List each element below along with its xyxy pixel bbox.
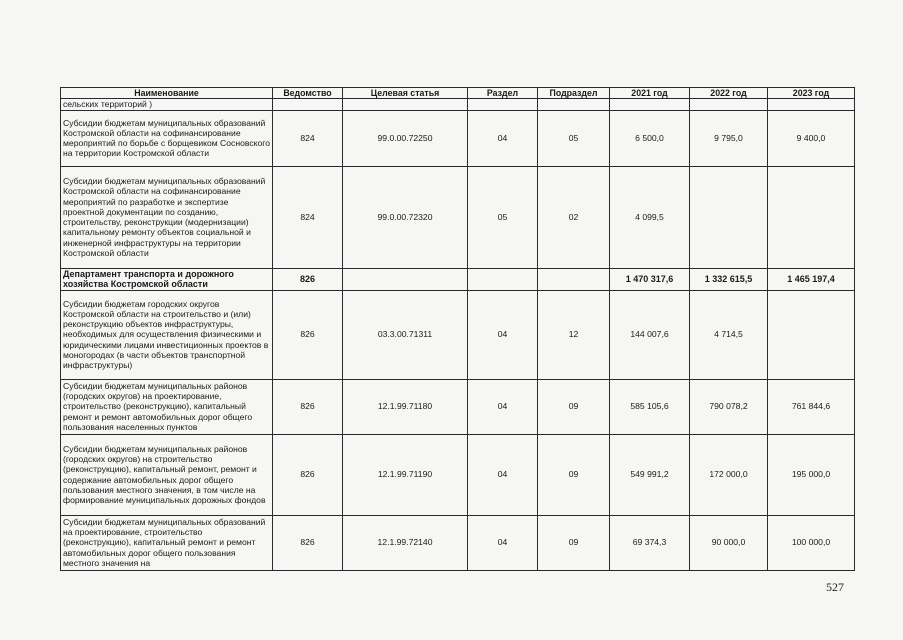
cell-department: 826 [273, 434, 343, 515]
cell-subsection [538, 99, 610, 110]
cell-subsection: 02 [538, 166, 610, 268]
cell-section: 05 [468, 166, 538, 268]
cell-article: 03.3.00.71311 [343, 290, 468, 379]
cell-2023: 761 844,6 [768, 379, 855, 434]
cell-2021: 69 374,3 [610, 515, 690, 570]
cell-name: Субсидии бюджетам муниципальных образований Костромской области на софинансирование мероприятий по борьбе с борщевиком Сосновского на территории Костромской области [61, 110, 273, 166]
cell-subsection: 09 [538, 379, 610, 434]
table-row [61, 99, 855, 110]
cell-2022: 4 714,5 [690, 290, 768, 379]
page-number: 527 [826, 580, 844, 594]
cell-section [468, 268, 538, 290]
cell-name: Департамент транспорта и дорожного хозяйства Костромской области [61, 268, 273, 290]
budget-table [60, 87, 855, 571]
cell-department: 826 [273, 268, 343, 290]
cell-section: 04 [468, 110, 538, 166]
cell-2021: 144 007,6 [610, 290, 690, 379]
table-row [61, 379, 855, 434]
cell-subsection: 05 [538, 110, 610, 166]
cell-name: Субсидии бюджетам муниципальных районов (городских округов) на проектирование, строительство (реконструкцию), капитальный ремонт и ремонт автомобильных дорог общего пользования населенных пунктов [61, 379, 273, 434]
cell-subsection: 12 [538, 290, 610, 379]
header-target-article: Целевая статья [343, 88, 468, 99]
cell-subsection [538, 268, 610, 290]
cell-article [343, 99, 468, 110]
cell-2021: 1 470 317,6 [610, 268, 690, 290]
cell-2022: 90 000,0 [690, 515, 768, 570]
table-row-department-total [61, 268, 855, 290]
header-2023: 2023 год [768, 88, 855, 99]
cell-2021 [610, 99, 690, 110]
cell-section: 04 [468, 290, 538, 379]
cell-article: 99.0.00.72250 [343, 110, 468, 166]
cell-subsection: 09 [538, 434, 610, 515]
cell-department: 826 [273, 515, 343, 570]
cell-department: 826 [273, 379, 343, 434]
cell-2023: 100 000,0 [768, 515, 855, 570]
cell-article: 12.1.99.71180 [343, 379, 468, 434]
cell-section: 04 [468, 515, 538, 570]
cell-section: 04 [468, 379, 538, 434]
header-section: Раздел [468, 88, 538, 99]
header-name: Наименование [61, 88, 273, 99]
cell-name: Субсидии бюджетам муниципальных образований на проектирование, строительство (реконструкцию), капитальный ремонт и ремонт автомобильных дорог общего пользования местного значения на [61, 515, 273, 570]
header-2022: 2022 год [690, 88, 768, 99]
cell-2021: 585 105,6 [610, 379, 690, 434]
cell-2023: 1 465 197,4 [768, 268, 855, 290]
cell-2022 [690, 166, 768, 268]
header-department: Ведомство [273, 88, 343, 99]
cell-department: 826 [273, 290, 343, 379]
cell-2022: 1 332 615,5 [690, 268, 768, 290]
table-header-row [61, 88, 855, 99]
cell-section: 04 [468, 434, 538, 515]
cell-department: 824 [273, 110, 343, 166]
cell-name: Субсидии бюджетам муниципальных образований Костромской области на софинансирование мероприятий по разработке и экспертизе проектной документации по созданию, строительству, реконструкции (модернизации) капитальному ремонту объектов социальной и инженерной инфраструктуры на территории Костромской области [61, 166, 273, 268]
cell-2023 [768, 166, 855, 268]
cell-2023: 9 400,0 [768, 110, 855, 166]
header-subsection: Подраздел [538, 88, 610, 99]
cell-2023 [768, 99, 855, 110]
cell-name: Субсидии бюджетам муниципальных районов (городских округов) на строительство (реконструкцию), капитальный ремонт, ремонт и содержание автомобильных дорог общего пользования местного значения, в том числе на формирование муниципальных дорожных фондов [61, 434, 273, 515]
cell-2023: 195 000,0 [768, 434, 855, 515]
cell-subsection: 09 [538, 515, 610, 570]
cell-section [468, 99, 538, 110]
cell-name: Субсидии бюджетам городских округов Костромской области на строительство и (или) реконструкцию объектов инфраструктуры, необходимых для осуществления физическими и юридическими лицами инвестиционных проектов в моногородах (в части объектов транспортной инфраструктуры) [61, 290, 273, 379]
cell-2022 [690, 99, 768, 110]
table-row [61, 434, 855, 515]
cell-2022: 790 078,2 [690, 379, 768, 434]
table-row [61, 166, 855, 268]
cell-department [273, 99, 343, 110]
cell-2023 [768, 290, 855, 379]
cell-2021: 6 500,0 [610, 110, 690, 166]
cell-article: 12.1.99.71190 [343, 434, 468, 515]
cell-article: 99.0.00.72320 [343, 166, 468, 268]
table-row [61, 515, 855, 570]
table-row [61, 110, 855, 166]
cell-2021: 4 099,5 [610, 166, 690, 268]
table-row [61, 290, 855, 379]
header-2021: 2021 год [610, 88, 690, 99]
cell-department: 824 [273, 166, 343, 268]
cell-article [343, 268, 468, 290]
cell-2022: 9 795,0 [690, 110, 768, 166]
cell-2022: 172 000,0 [690, 434, 768, 515]
cell-article: 12.1.99.72140 [343, 515, 468, 570]
cell-name: сельских территорий ) [61, 99, 273, 110]
cell-2021: 549 991,2 [610, 434, 690, 515]
